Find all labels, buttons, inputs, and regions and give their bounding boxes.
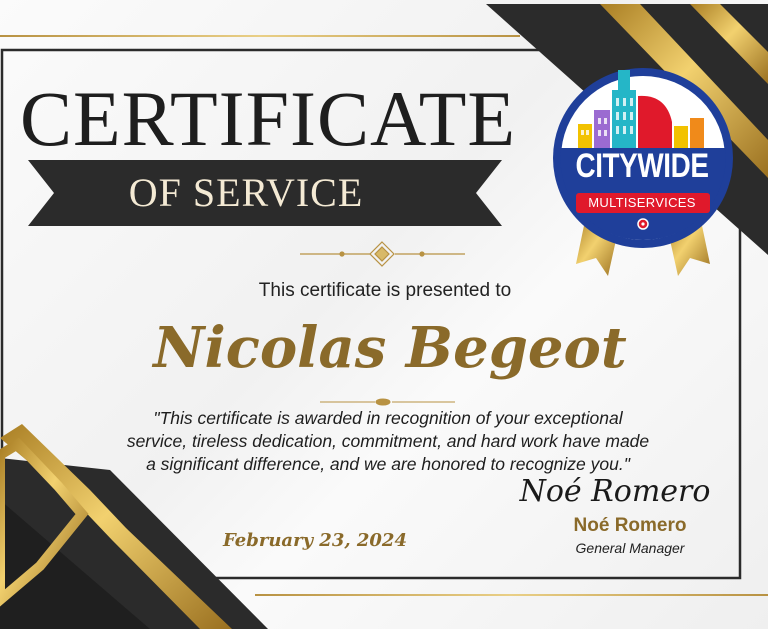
award-statement-line: "This certificate is awarded in recognition of your exceptional <box>153 408 623 428</box>
top-gold-rule <box>0 35 520 37</box>
signature: Noé Romero <box>519 474 711 509</box>
signer-title: General Manager <box>575 540 685 556</box>
bottom-gold-rule <box>255 594 768 596</box>
certificate-subtitle: OF SERVICE <box>128 170 364 215</box>
logo-tagline: MULTISERVICES <box>588 195 696 210</box>
award-statement <box>96 407 680 476</box>
logo-wordmark: CITYWIDE <box>575 147 709 185</box>
signer-name: Noé Romero <box>573 515 687 536</box>
award-statement-line: service, tireless dedication, commitment, and hard work have made <box>126 431 650 451</box>
award-statement-line: a significant difference, and we are honored to recognize you." <box>146 454 630 474</box>
recipient-name: Nicolas Begeot <box>153 315 627 381</box>
location-pin-icon <box>638 219 648 229</box>
presented-to-text: This certificate is presented to <box>258 280 512 301</box>
certificate-title: CERTIFICATE <box>20 75 516 162</box>
name-underline-ornament <box>320 399 455 405</box>
ornament-divider-icon <box>300 242 465 266</box>
award-date: February 23, 2024 <box>223 530 407 551</box>
